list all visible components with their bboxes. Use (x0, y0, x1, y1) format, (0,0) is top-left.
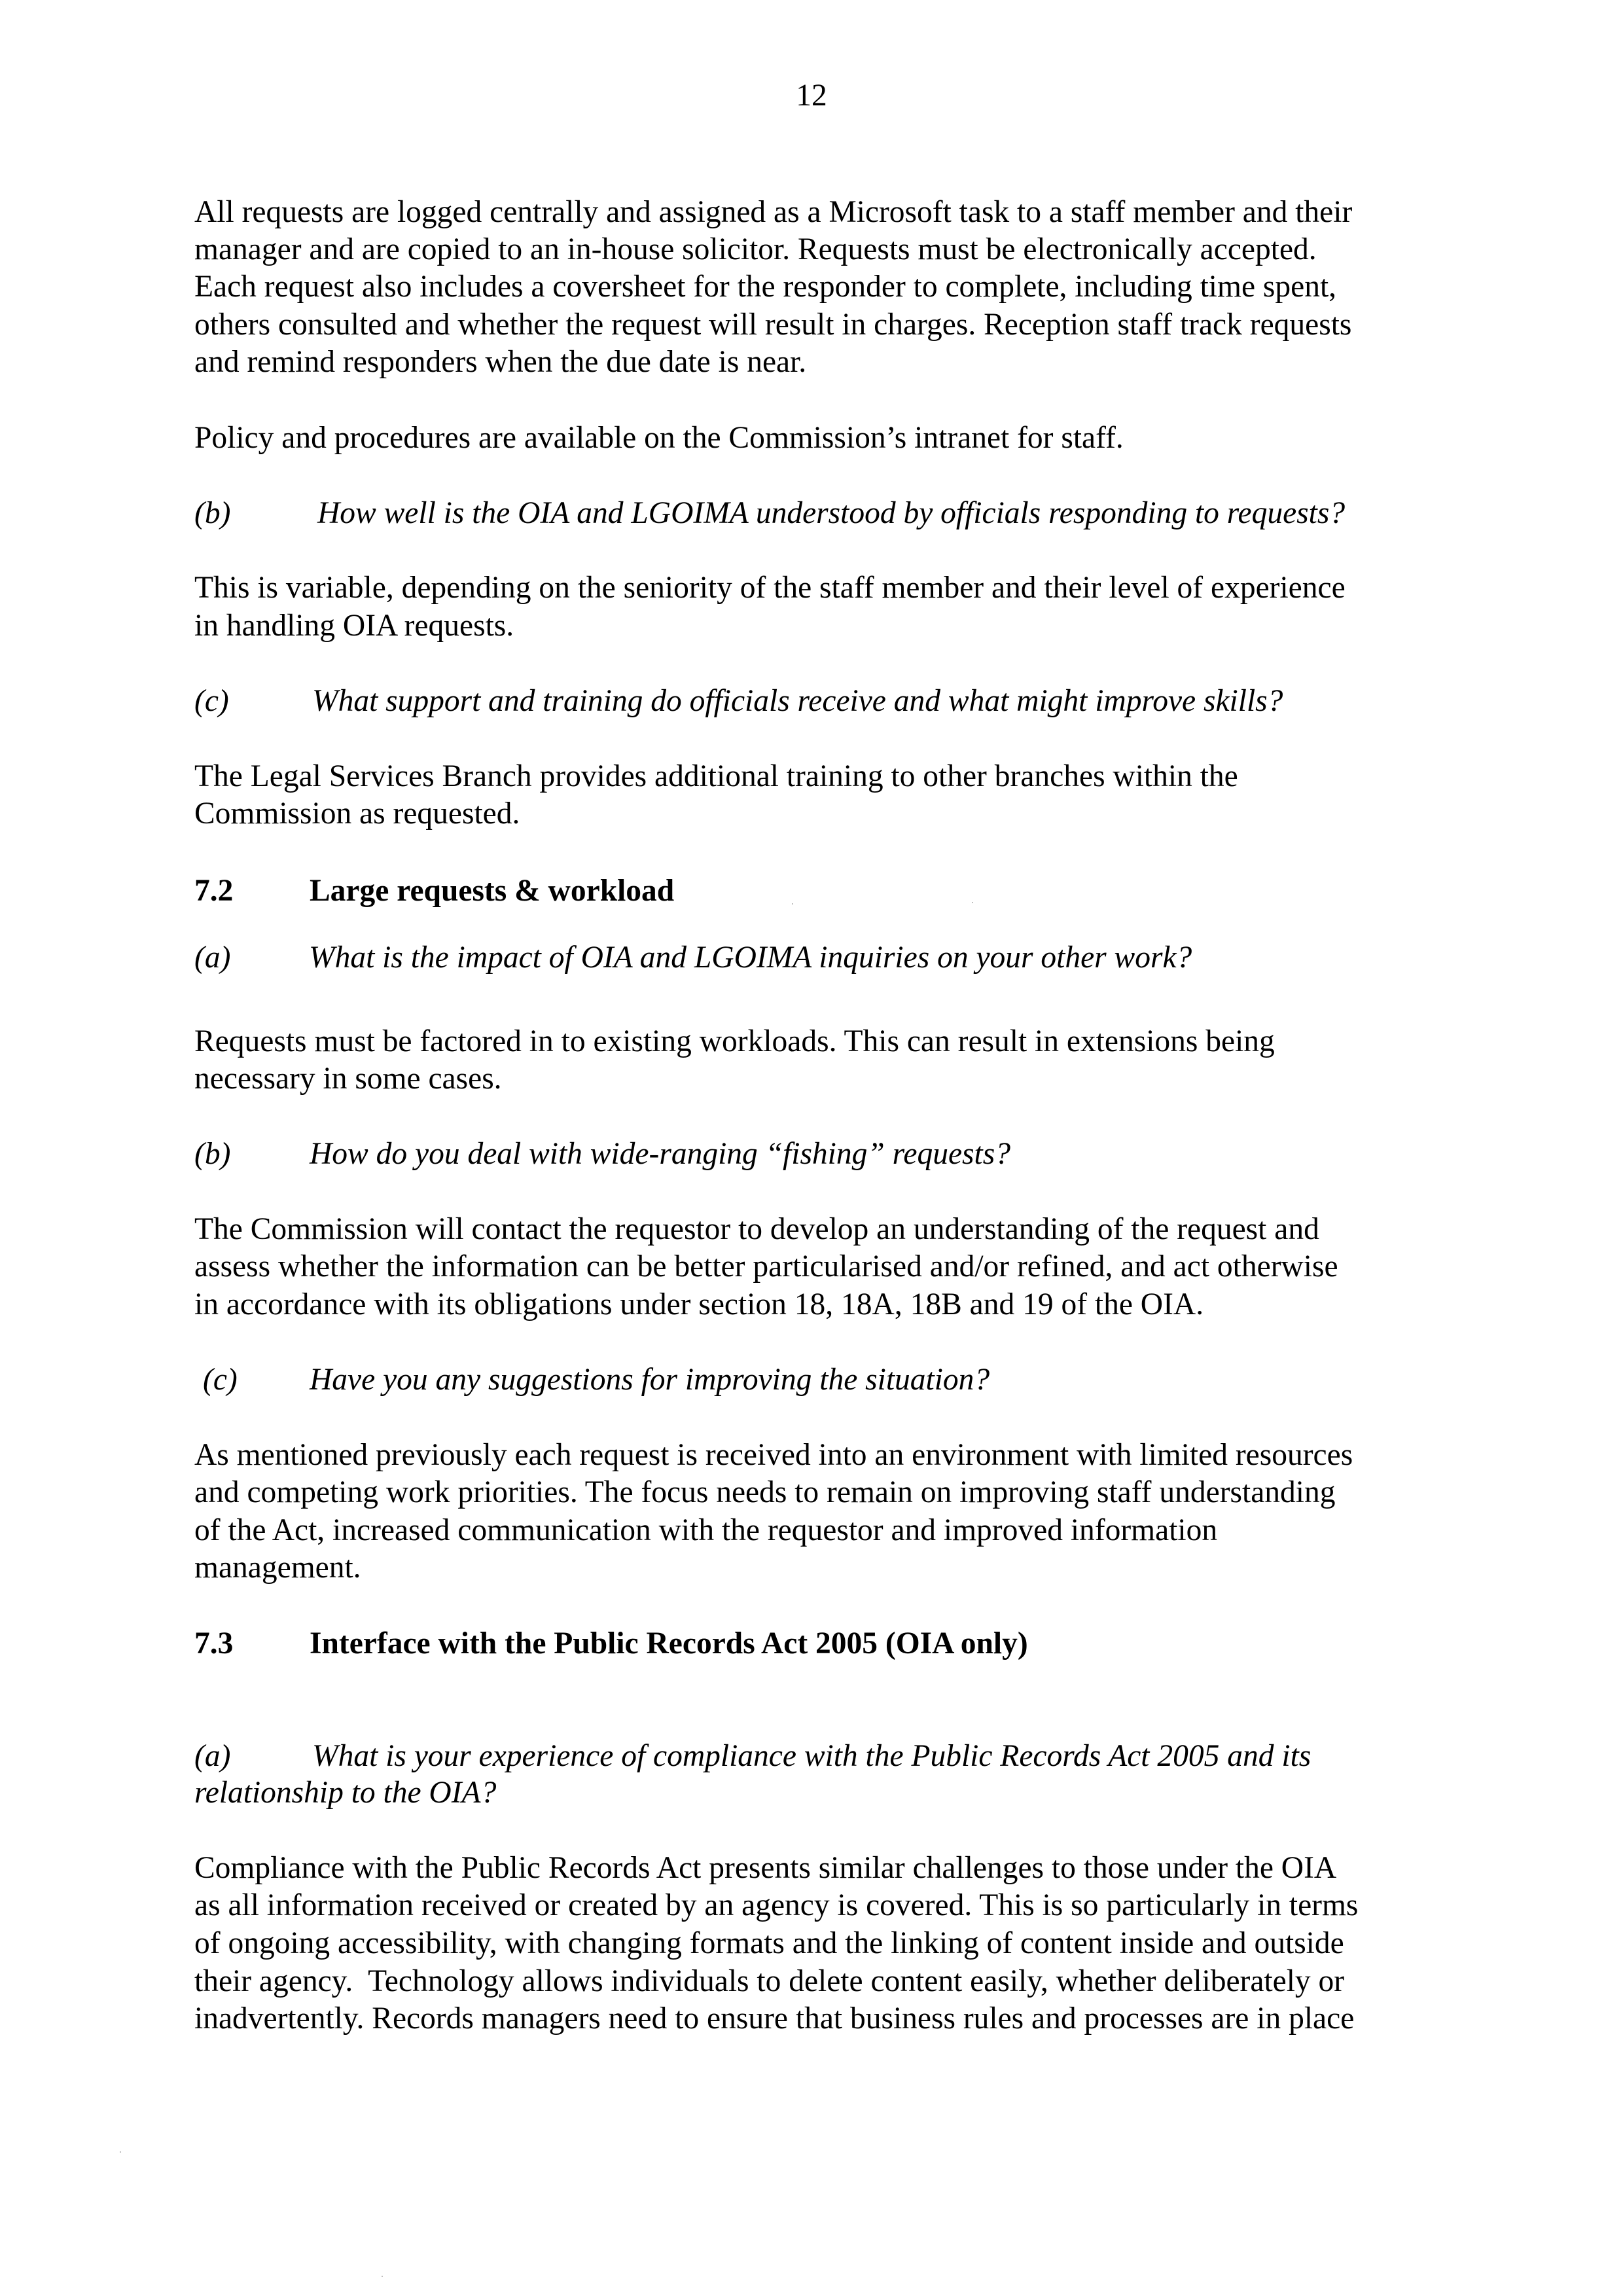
paragraph-line: Policy and procedures are available on the Commission’s intranet for staff. (194, 421, 1124, 455)
scan-speck (792, 903, 793, 905)
question-label: (b) (194, 1137, 231, 1171)
question-label: (a) (194, 941, 231, 975)
question-label: (c) (194, 684, 229, 718)
question-label: (b) (194, 496, 231, 530)
question-text: What is the impact of OIA and LGOIMA inquiries on your other work? (309, 941, 1192, 975)
paragraph-line: and remind responders when the due date is near. (194, 345, 807, 379)
paragraph-line: inadvertently. Records managers need to ensure that business rules and processes are in place (194, 2001, 1355, 2036)
question-text: How well is the OIA and LGOIMA understood by officials responding to requests? (317, 496, 1346, 530)
scan-speck (972, 902, 973, 903)
paragraph-line: of ongoing accessibility, with changing formats and the linking of content inside and outside (194, 1926, 1344, 1960)
paragraph-line: others consulted and whether the request will result in charges. Reception staff track requests (194, 308, 1352, 342)
paragraph-line: As mentioned previously each request is received into an environment with limited resources (194, 1438, 1353, 1472)
scan-speck (120, 2151, 121, 2153)
paragraph-line: Requests must be factored in to existing workloads. This can result in extensions being (194, 1024, 1275, 1058)
paragraph-line: necessary in some cases. (194, 1062, 502, 1096)
paragraph-line: in accordance with its obligations under section 18, 18A, 18B and 19 of the OIA. (194, 1287, 1204, 1321)
paragraph-line: The Commission will contact the requestor to develop an understanding of the request and (194, 1212, 1319, 1246)
paragraph-line: as all information received or created by an agency is covered. This is so particularly in terms (194, 1888, 1359, 1922)
question-text: Have you any suggestions for improving the situation? (310, 1363, 990, 1397)
page-number: 12 (796, 79, 827, 113)
paragraph-line: assess whether the information can be better particularised and/or refined, and act otherwise (194, 1249, 1338, 1283)
paragraph-line: management. (194, 1551, 361, 1585)
paragraph-line: manager and are copied to an in-house solicitor. Requests must be electronically accepted. (194, 232, 1317, 266)
paragraph-line: and competing work priorities. The focus needs to remain on improving staff understanding (194, 1475, 1336, 1509)
question-text-continued: relationship to the OIA? (194, 1776, 497, 1810)
paragraph-line: Compliance with the Public Records Act presents similar challenges to those under the OIA (194, 1851, 1337, 1885)
section-title: Large requests & workload (310, 874, 675, 908)
paragraph-line: in handling OIA requests. (194, 609, 514, 643)
scan-speck (382, 2276, 383, 2277)
paragraph-line: Commission as requested. (194, 797, 520, 831)
paragraph-line: The Legal Services Branch provides additional training to other branches within the (194, 759, 1238, 793)
question-text: What support and training do officials receive and what might improve skills? (312, 684, 1283, 718)
paragraph-line: This is variable, depending on the seniority of the staff member and their level of experience (194, 571, 1346, 605)
paragraph-line: Each request also includes a coversheet for the responder to complete, including time spent, (194, 270, 1337, 304)
section-number: 7.3 (194, 1626, 234, 1660)
section-number: 7.2 (194, 874, 234, 908)
question-text: How do you deal with wide-ranging “fishing” requests? (310, 1137, 1010, 1171)
section-title: Interface with the Public Records Act 2005 (OIA only) (310, 1626, 1028, 1660)
question-text: What is your experience of compliance with the Public Records Act 2005 and its (312, 1739, 1311, 1773)
paragraph-line: of the Act, increased communication with the requestor and improved information (194, 1513, 1218, 1547)
paragraph-line: their agency. Technology allows individuals to delete content easily, whether deliberately or (194, 1964, 1345, 1998)
question-label: (a) (194, 1739, 231, 1773)
paragraph-line: All requests are logged centrally and assigned as a Microsoft task to a staff member and their (194, 195, 1353, 229)
question-label: (c) (203, 1363, 238, 1397)
